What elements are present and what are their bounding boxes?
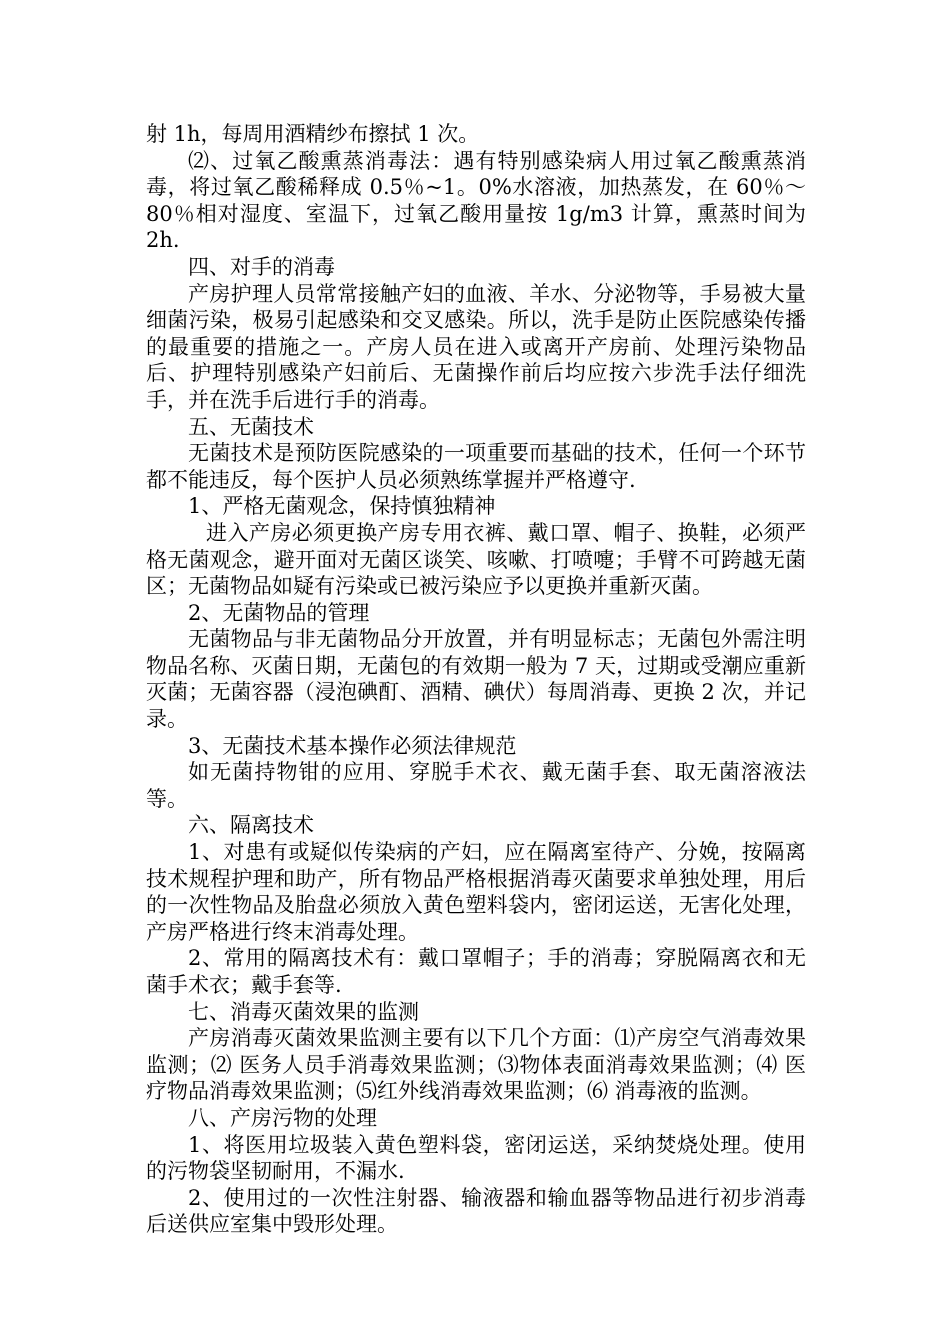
section-heading: 六、隔离技术	[188, 813, 314, 838]
paragraph: 1、对患有或疑似传染病的产妇，应在隔离室待产、分娩，按隔离技术规程护理和助产，所有物品严格根据消毒灭菌要求单独处理，用后的一次性物品及胎盘必须放入黄色塑料袋内，密闭运送，无害化处理，产房严格进行终末消毒处理。	[146, 840, 806, 944]
paragraph: 无菌技术是预防医院感染的一项重要而基础的技术，任何一个环节都不能违反，每个医护人员必须熟练掌握并严格遵守.	[146, 441, 806, 492]
paragraph: 产房消毒灭菌效果监测主要有以下几个方面：⑴产房空气消毒效果监测；⑵ 医务人员手消毒效果监测；⑶物体表面消毒效果监测；⑷ 医疗物品消毒效果监测；⑸红外线消毒效果监测；⑹ 消毒液的监测。	[146, 1026, 806, 1104]
paragraph: 无菌物品与非无菌物品分开放置，并有明显标志；无菌包外需注明物品名称、灭菌日期，无菌包的有效期一般为 7 天，过期或受潮应重新灭菌；无菌容器（浸泡碘酊、酒精、碘伏）每周消毒、更换 2 次，并记录。	[146, 627, 806, 732]
subsection-heading: 3、无菌技术基本操作必须法律规范	[188, 733, 517, 758]
subsection-heading: 1、严格无菌观念，保持慎独精神	[188, 494, 496, 519]
paragraph: 2、常用的隔离技术有：戴口罩帽子；手的消毒；穿脱隔离衣和无菌手术衣；戴手套等.	[146, 946, 806, 997]
document-body	[146, 121, 806, 1238]
paragraph: 如无菌持物钳的应用、穿脱手术衣、戴无菌手套、取无菌溶液法等。	[146, 760, 806, 811]
paragraph: 产房护理人员常常接触产妇的血液、羊水、分泌物等，手易被大量细菌污染，极易引起感染和交叉感染。所以，洗手是防止医院感染传播的最重要的措施之一。产房人员在进入或离开产房前、处理污染物品后、护理特别感染产妇前后、无菌操作前后均应按六步洗手法仔细洗手，并在洗手后进行手的消毒。	[146, 281, 806, 412]
paragraph: 2、使用过的一次性注射器、输液器和输血器等物品进行初步消毒后送供应室集中毁形处理。	[146, 1185, 806, 1237]
paragraph: ⑵、过氧乙酸熏蒸消毒法：遇有特别感染病人用过氧乙酸熏蒸消毒，将过氧乙酸稀释成 0.5％~1。0%水溶液，加热蒸发，在 60％～80％相对湿度、室温下，过氧乙酸用量按 1g/m3 计算，熏蒸时间为 2h.	[146, 148, 806, 253]
paragraph: 进入产房必须更换产房专用衣裤、戴口罩、帽子、换鞋，必须严格无菌观念，避开面对无菌区谈笑、咳嗽、打喷嚏；手臂不可跨越无菌区；无菌物品如疑有污染或已被污染应予以更换并重新灭菌。	[146, 520, 806, 599]
paragraph: 射 1h，每周用酒精纱布擦拭 1 次。	[146, 122, 480, 146]
section-heading: 七、消毒灭菌效果的监测	[188, 999, 419, 1024]
section-heading: 五、无菌技术	[188, 414, 314, 439]
section-heading: 八、产房污物的处理	[188, 1105, 377, 1130]
subsection-heading: 2、无菌物品的管理	[188, 600, 370, 625]
section-heading: 四、对手的消毒	[188, 254, 335, 279]
paragraph: 1、将医用垃圾装入黄色塑料袋，密闭运送，采纳焚烧处理。使用的污物袋坚韧耐用，不漏水.	[146, 1132, 806, 1184]
